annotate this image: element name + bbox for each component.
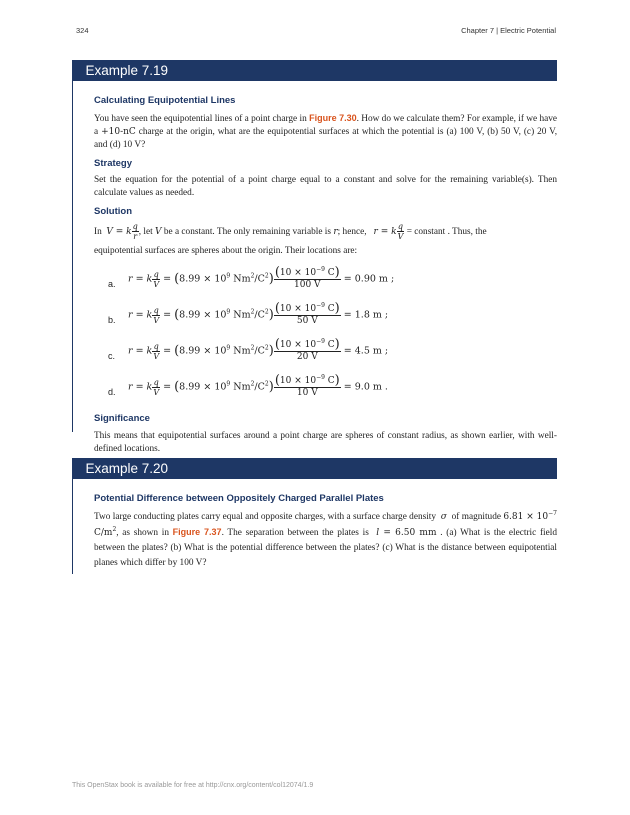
strategy-heading: Strategy	[94, 158, 133, 169]
figure-link[interactable]: Figure 7.30	[309, 113, 357, 123]
example-title: Example 7.20	[72, 458, 558, 479]
equation-label: c.	[108, 351, 116, 361]
significance-heading: Significance	[94, 413, 150, 424]
equation-row: d. r = k $\frac{q}{V}$ = ($8.99 \times 10^9$ $Nm^2/C^2$) $\frac{(10 \times 10^{-9} C)}{10 V}$ = 9.0 m .	[108, 373, 388, 398]
equation-result: = 9.0 m .	[343, 381, 388, 393]
example-heading: Potential Difference between Oppositely Charged Parallel Plates	[94, 493, 384, 504]
solution-text: In V = k $\frac{q}{r}$ , let V be a constant. The only remaining variable is r; hence, r = k $\frac{q}{V}$ = constant . Thus, the	[94, 222, 487, 241]
page-footer: This OpenStax book is available for free at http://cnx.org/content/col12074/1.9	[72, 782, 314, 789]
equation-denominator: 10 V	[296, 388, 318, 398]
equation-denominator: 20 V	[296, 352, 318, 362]
example-title: Example 7.19	[72, 60, 558, 81]
equation-row: a. r = k $\frac{q}{V}$ = ($8.99 \times 10^9$ $Nm^2/C^2$) $\frac{(10 \times 10^{-9} C)}{100 V}$ = 0.90 m ;	[108, 265, 395, 290]
equation-label: a.	[108, 279, 116, 289]
equation-row: b. r = k $\frac{q}{V}$ = ($8.99 \times 10^9$ $Nm^2/C^2$) $\frac{(10 \times 10^{-9} C)}{50 V}$ = 1.8 m ;	[108, 301, 389, 326]
intro-paragraph: You have seen the equipotential lines of a point charge in Figure 7.30. How do we calculate them? For example, if we have a +10-nC charge at the origin, what are the equipotential surfaces at which the potential is (a) 100 V, (b) 50 V, (c) 20 V, and (d) 10 V?	[94, 113, 558, 150]
chapter-title: Chapter 7 | Electric Potential	[461, 26, 556, 35]
equation-denominator: 50 V	[296, 316, 318, 326]
equation-result: = 1.8 m ;	[343, 309, 389, 321]
example-7-19	[72, 60, 558, 454]
example-7-20	[72, 458, 557, 574]
problem-paragraph: Two large conducting plates carry equal and opposite charges, with a surface charge density σ of magnitude $6.81 \times 10^{-7}$ $C/m^2$, as shown in Figure 7.37. The separation between the plates is l = 6.50 mm . (a) What is the electric field between the plates? (b) What is the potential difference between the plates? (c) What is the distance between equipotential planes which differ by 100 V?	[94, 510, 557, 568]
solution-heading: Solution	[94, 206, 132, 217]
solution-text-2: equipotential surfaces are spheres about the origin. Their locations are:	[94, 246, 358, 256]
equation-result: = 4.5 m ;	[343, 345, 389, 357]
significance-text: This means that equipotential surfaces around a point charge are spheres of constant radius, as shown earlier, with well-defined locations.	[94, 431, 557, 454]
page-header	[76, 26, 556, 38]
equation-label: b.	[108, 315, 116, 325]
equation-result: = 0.90 m ;	[343, 273, 395, 285]
strategy-text: Set the equation for the potential of a point charge equal to a constant and solve for the remaining variable(s). Then calculate values as needed.	[94, 175, 557, 198]
equation-denominator: 100 V	[294, 280, 321, 290]
figure-link[interactable]: Figure 7.37	[172, 527, 222, 537]
equation-label: d.	[108, 387, 116, 397]
page-number: 324	[76, 26, 89, 35]
equation-row: c. r = k $\frac{q}{V}$ = ($8.99 \times 10^9$ $Nm^2/C^2$) $\frac{(10 \times 10^{-9} C)}{20 V}$ = 4.5 m ;	[108, 337, 389, 362]
example-heading: Calculating Equipotential Lines	[94, 95, 236, 106]
equation-list	[94, 265, 557, 409]
